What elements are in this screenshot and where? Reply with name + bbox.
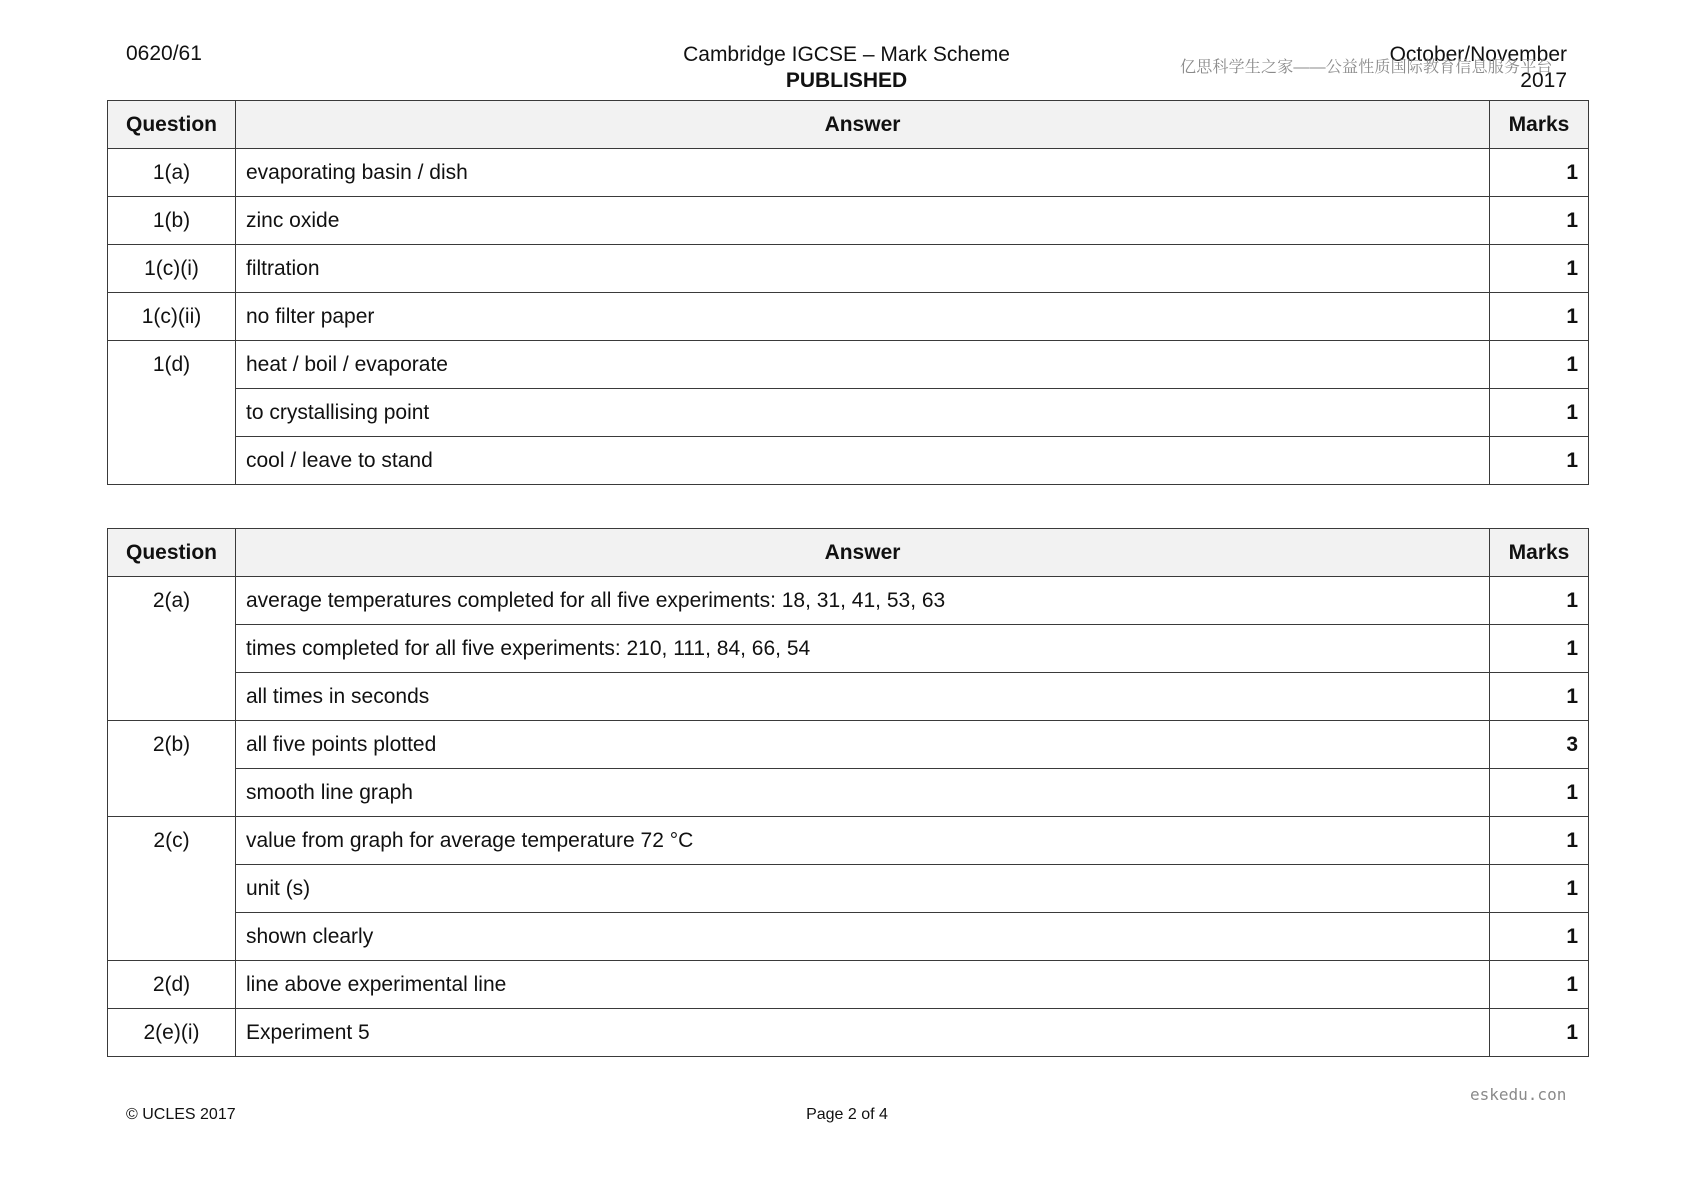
answer-text: Experiment 5 [236,1009,1490,1057]
table-row [108,245,1589,293]
table-row [108,149,1589,197]
marks-value: 1 [1490,577,1589,625]
document-title-block [600,42,1093,94]
mark-scheme-table-question-2 [107,528,1589,1057]
table-row [108,961,1589,1009]
marks-value: 1 [1490,197,1589,245]
table-row [108,673,1589,721]
question-number: 2(d) [108,961,236,1009]
table-row [108,437,1589,485]
marks-value: 1 [1490,769,1589,817]
watermark-text: 亿思科学生之家——公益性质国际教育信息服务平台 [1180,59,1553,76]
marks-value: 1 [1490,437,1589,485]
answer-text: heat / boil / evaporate [236,341,1490,389]
answer-text: evaporating basin / dish [236,149,1490,197]
table-header-row [108,529,1589,577]
table-row [108,769,1589,817]
site-watermark: eskedu.con [1470,1085,1567,1104]
question-number: 2(b) [108,721,236,817]
column-header-marks: Marks [1490,529,1589,577]
document-code: 0620/61 [126,42,202,65]
question-number: 1(a) [108,149,236,197]
column-header-answer: Answer [236,101,1490,149]
question-number: 2(a) [108,577,236,721]
table-row [108,721,1589,769]
table-row [108,293,1589,341]
marks-value: 1 [1490,149,1589,197]
answer-text: value from graph for average temperature 72 °C [236,817,1490,865]
marks-value: 1 [1490,865,1589,913]
marks-value: 1 [1490,817,1589,865]
exam-year: 2017 [1520,69,1567,92]
answer-text: average temperatures completed for all five experiments: 18, 31, 41, 53, 63 [236,577,1490,625]
answer-text: zinc oxide [236,197,1490,245]
answer-text: line above experimental line [236,961,1490,1009]
page-number: Page 2 of 4 [806,1106,888,1123]
answer-text: cool / leave to stand [236,437,1490,485]
table-row [108,625,1589,673]
marks-value: 1 [1490,245,1589,293]
marks-value: 1 [1490,673,1589,721]
marks-value: 1 [1490,625,1589,673]
table-row [108,865,1589,913]
answer-text: filtration [236,245,1490,293]
answer-text: smooth line graph [236,769,1490,817]
question-number: 1(c)(i) [108,245,236,293]
question-number: 1(c)(ii) [108,293,236,341]
answer-text: all five points plotted [236,721,1490,769]
column-header-answer: Answer [236,529,1490,577]
publication-status: PUBLISHED [785,69,908,92]
marks-value: 1 [1490,1009,1589,1057]
table-header-row [108,101,1589,149]
table-row [108,1009,1589,1057]
question-number: 2(e)(i) [108,1009,236,1057]
answer-text: unit (s) [236,865,1490,913]
answer-text: times completed for all five experiments: 210, 111, 84, 66, 54 [236,625,1490,673]
answer-text: all times in seconds [236,673,1490,721]
marks-value: 3 [1490,721,1589,769]
column-header-marks: Marks [1490,101,1589,149]
marks-value: 1 [1490,341,1589,389]
answer-text: no filter paper [236,293,1490,341]
table-row [108,817,1589,865]
answer-text: shown clearly [236,913,1490,961]
column-header-question: Question [108,101,236,149]
table-row [108,913,1589,961]
table-row [108,389,1589,437]
answer-text: to crystallising point [236,389,1490,437]
marks-value: 1 [1490,389,1589,437]
exam-session: October/November [1389,43,1567,66]
table-row [108,577,1589,625]
column-header-question: Question [108,529,236,577]
question-number: 1(b) [108,197,236,245]
marks-value: 1 [1490,913,1589,961]
copyright-notice: © UCLES 2017 [126,1106,236,1123]
table-row [108,341,1589,389]
mark-scheme-table-question-1 [107,100,1589,485]
marks-value: 1 [1490,961,1589,1009]
question-number: 2(c) [108,817,236,961]
marks-value: 1 [1490,293,1589,341]
question-number: 1(d) [108,341,236,485]
table-row [108,197,1589,245]
document-title: Cambridge IGCSE – Mark Scheme [683,43,1010,66]
